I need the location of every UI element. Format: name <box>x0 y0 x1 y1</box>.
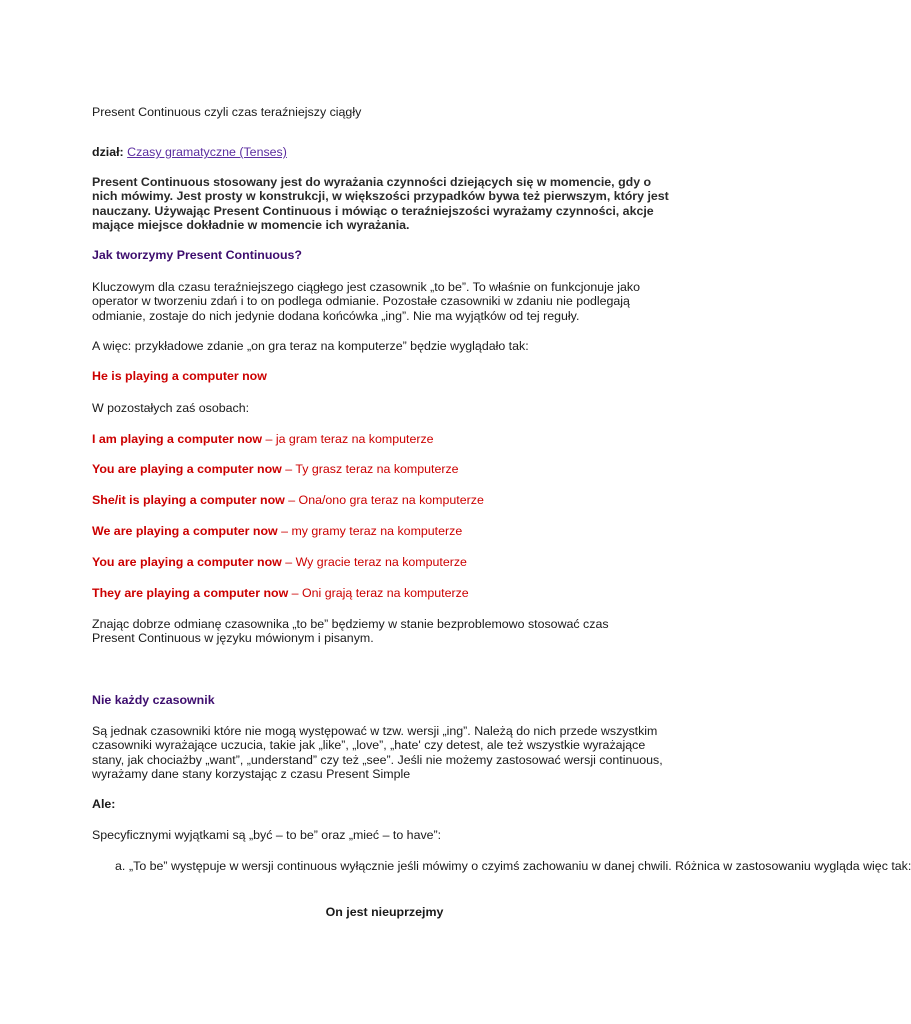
paragraph-knowing-to-be: Znając dobrze odmianę czasownika „to be” będziemy w stanie bezproblemowo stosować czas Present Continuous w języku mówionym i pisanym. <box>92 617 609 646</box>
heading-how-to-form: Jak tworzymy Present Continuous? <box>92 248 302 262</box>
paragraph-to-be-operator: Kluczowym dla czasu teraźniejszego ciągłego jest czasownik „to be”. To właśnie on funkcjonuje jako operator w tworzeniu zdań i to on podlega odmianie. Pozostałe czasowniki w zdaniu nie podlegają odmianie, zostaje do nich jedynie dodana końcówka „ing”. Nie ma wyjątków od tej reguły. <box>92 280 640 323</box>
example-english: You are playing a computer now <box>92 462 282 476</box>
example-line <box>92 555 467 569</box>
label-ale: Ale: <box>92 797 116 811</box>
paragraph-state-verbs: Są jednak czasowniki które nie mogą występować w tzw. wersji „ing”. Należą do nich przede wszystkim czasowniki wyrażające uczucia, takie jak „like”, „love”, „hate' czy detest, ale też wszystkie wyrażające stany, jak chociażby „want”, „understand” czy też „see”. Jeśli nie możemy zastosować wersji continuous, wyrażamy dane stany korzystając z czasu Present Simple <box>92 724 663 782</box>
example-english: We are playing a computer now <box>92 524 278 538</box>
example-polish: – ja gram teraz na komputerze <box>262 432 434 446</box>
example-english: I am playing a computer now <box>92 432 263 446</box>
list-marker: a. <box>115 859 126 873</box>
section-link[interactable]: Czasy gramatyczne (Tenses) <box>127 145 287 159</box>
paragraph-exceptions: Specyficznymi wyjątkami są „być – to be” oraz „mieć – to have”: <box>92 828 442 842</box>
document-title: Present Continuous czyli czas teraźniejszy ciągły <box>92 105 362 119</box>
list-item <box>92 859 911 899</box>
section-label: dział: <box>92 145 124 159</box>
example-polish: – my gramy teraz na komputerze <box>277 524 463 538</box>
section-line <box>92 145 287 159</box>
example-english: She/it is playing a computer now <box>92 493 285 507</box>
example-main: He is playing a computer now <box>92 369 267 383</box>
example-line <box>92 462 459 476</box>
example-line <box>92 493 484 507</box>
heading-not-every-verb: Nie każdy czasownik <box>92 693 215 707</box>
center-example: On jest nieuprzejmy <box>325 905 444 919</box>
example-polish: – Wy gracie teraz na komputerze <box>281 555 467 569</box>
example-line <box>92 432 434 446</box>
example-polish: – Ona/ono gra teraz na komputerze <box>284 493 484 507</box>
paragraph-other-persons: W pozostałych zaś osobach: <box>92 401 250 415</box>
example-polish: – Oni grają teraz na komputerze <box>288 586 469 600</box>
example-english: You are playing a computer now <box>92 555 282 569</box>
example-line <box>92 524 462 538</box>
intro-paragraph: Present Continuous stosowany jest do wyrażania czynności dziejących się w momencie, gdy o nich mówimy. Jest prosty w konstrukcji, w większości przypadków bywa też pierwszym, który jest nauczany. Używając Present Continuous i mówiąc o teraźniejszości wyrażamy czynności, akcje mające miejsce dokładnie w momencie ich wyrażania. <box>92 175 669 233</box>
example-line <box>92 586 469 600</box>
example-polish: – Ty grasz teraz na komputerze <box>281 462 459 476</box>
list-item-text: „To be” występuje w wersji continuous wyłącznie jeśli mówimy o czyimś zachowaniu w danej chwili. Różnica w zastosowaniu wygląda więc tak: <box>129 859 911 873</box>
paragraph-example-intro: A więc: przykładowe zdanie „on gra teraz na komputerze” będzie wyglądało tak: <box>92 339 529 353</box>
example-english: They are playing a computer now <box>92 586 289 600</box>
